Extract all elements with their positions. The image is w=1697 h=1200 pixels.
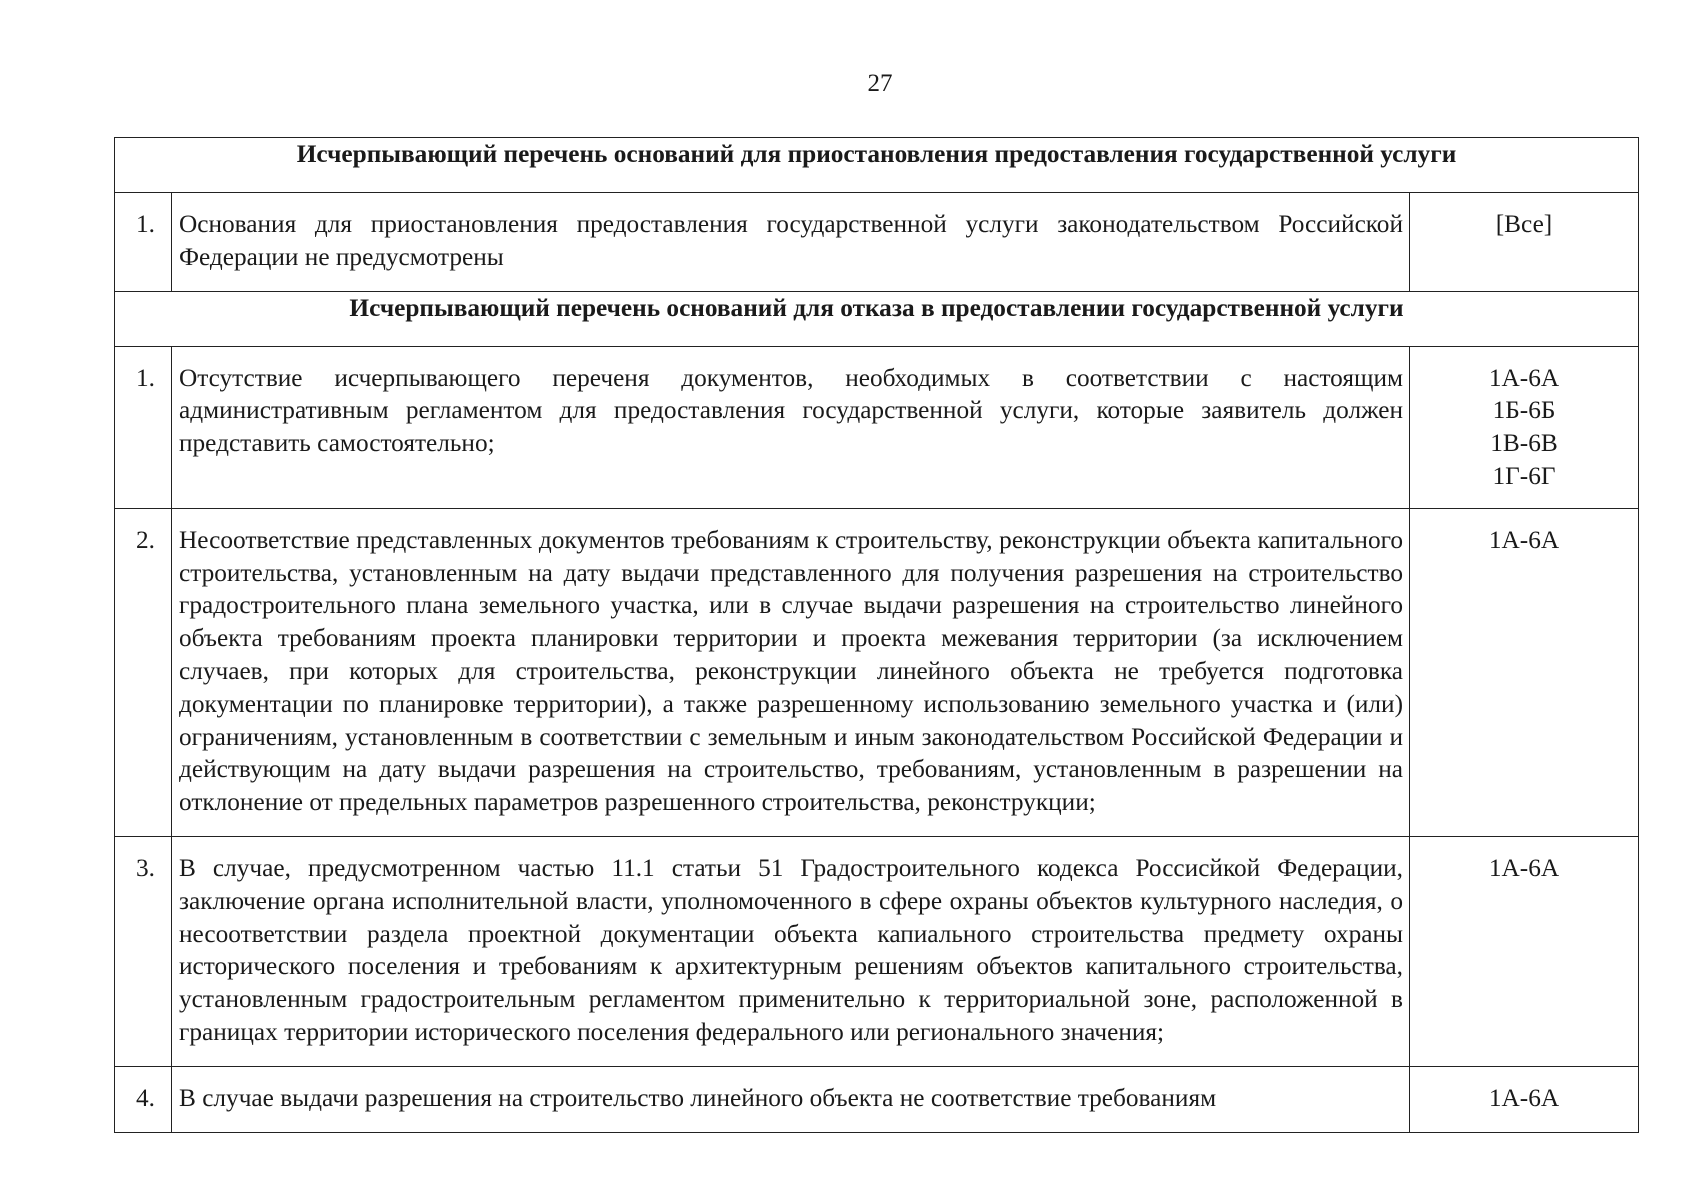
section-heading: Исчерпывающий перечень оснований для приостановления предоставления государственной услуги	[115, 138, 1639, 193]
row-code: 1А-6А	[1488, 1083, 1560, 1112]
row-text: В случае выдачи разрешения на строительство линейного объекта не соответствие требованиям	[172, 1066, 1410, 1132]
table-row	[115, 193, 1639, 292]
row-codes	[1410, 346, 1639, 508]
row-codes	[1410, 508, 1639, 836]
row-number: 4.	[115, 1066, 172, 1132]
row-text: Отсутствие исчерпывающего переченя документов, необходимых в соответствии с настоящим административным регламентом для предоставления государственной услуги, которые заявитель должен представить самостоятельно;	[172, 346, 1410, 508]
grounds-table	[114, 137, 1639, 1133]
row-codes	[1410, 193, 1639, 292]
row-codes	[1410, 1066, 1639, 1132]
row-text: Несоответствие представленных документов требованиям к строительству, реконструкции объекта капитального строительства, установленным на дату выдачи представленного для получения разрешения на строительство градостроительного плана земельного участка, или в случае выдачи разрешения на строительство линейного объекта требованиям проекта планировки территории и проекта межевания территории (за исключением случаев, при которых для строительства, реконструкции линейного объекта не требуется подготовка документации по планировке территории), а также разрешенному использованию земельного участка и (или) ограничениям, установленным в соответствии с земельным и иным законодательством Российской Федерации и действующим на дату выдачи разрешения на строительство, требованиям, установленным в разрешении на отклонение от предельных параметров разрешенного строительства, реконструкции;	[172, 508, 1410, 836]
row-code: 1А-6А	[1488, 363, 1560, 392]
row-codes	[1410, 836, 1639, 1066]
row-code: [Все]	[1495, 210, 1553, 238]
table-row	[115, 508, 1639, 836]
row-code: 1В-6В	[1490, 429, 1558, 458]
table-row	[115, 836, 1639, 1066]
section-heading-row	[115, 138, 1639, 193]
row-number: 1.	[115, 193, 172, 292]
row-code: 1А-6А	[1488, 525, 1560, 554]
section-heading: Исчерпывающий перечень оснований для отказа в предоставлении государственной услуги	[115, 291, 1639, 346]
row-code: 1А-6А	[1488, 853, 1560, 882]
table-row	[115, 346, 1639, 508]
row-text: В случае, предусмотренном частью 11.1 статьи 51 Градостроительного кодекса Россисйкой Федерации, заключение органа исполнительной власти, уполномоченного в сфере охраны объектов культурного наследия, о несоответствии раздела проектной документации объекта капиального строительства предмету охраны исторического поселения и требованиям к архитектурным решениям объектов капитального строительства, установленным градостроительным регламентом применительно к территориальной зоне, расположенной в границах территории исторического поселения федерального или регионального значения;	[172, 836, 1410, 1066]
table-row	[115, 1066, 1639, 1132]
row-code: 1Б-6Б	[1492, 396, 1556, 425]
row-number: 3.	[115, 836, 172, 1066]
section-heading-row	[115, 291, 1639, 346]
row-number: 2.	[115, 508, 172, 836]
row-number: 1.	[115, 346, 172, 508]
row-code: 1Г-6Г	[1492, 461, 1556, 490]
page-number: 27	[867, 70, 893, 97]
row-text: Основания для приостановления предоставления государственной услуги законодательством Российской Федерации не предусмотрены	[172, 193, 1410, 292]
